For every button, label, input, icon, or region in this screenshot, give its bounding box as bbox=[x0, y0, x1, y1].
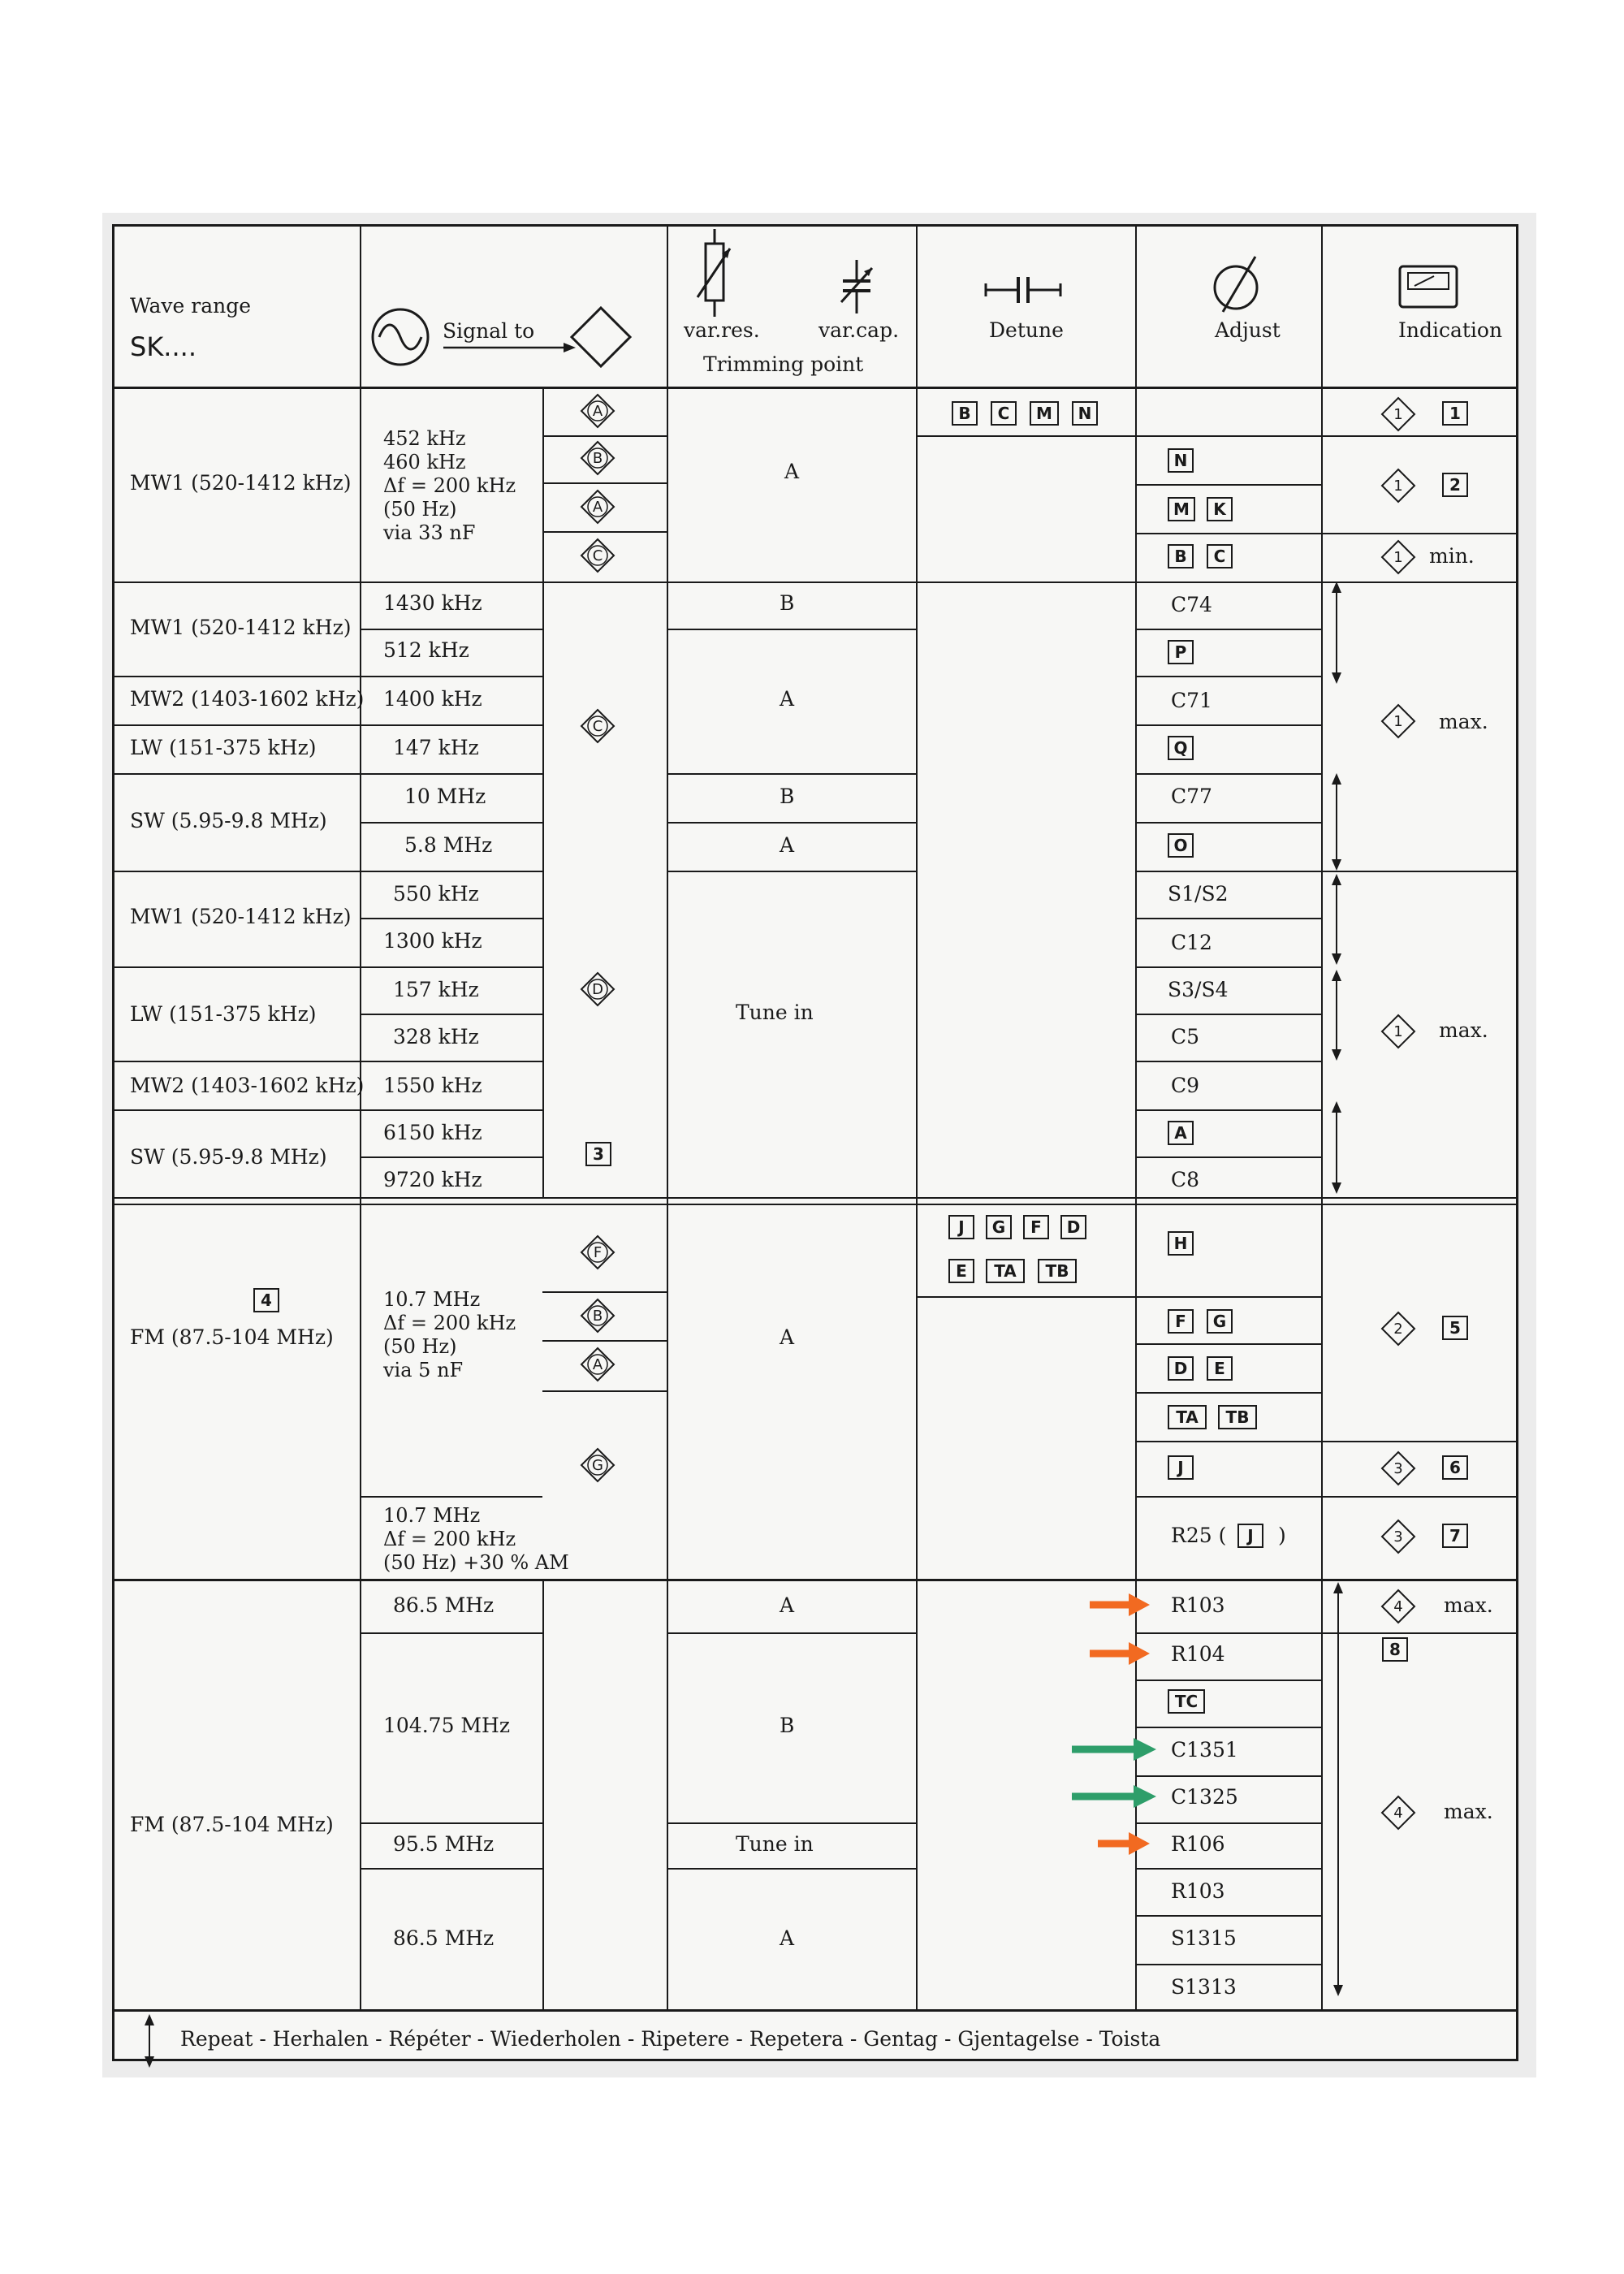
row-divider bbox=[360, 676, 542, 677]
adjust-component: S1/S2 bbox=[1168, 882, 1229, 906]
row-divider bbox=[1135, 1680, 1321, 1681]
range-lw: LW (151-375 kHz) bbox=[130, 736, 317, 759]
adjust-box: K bbox=[1207, 497, 1233, 521]
row-divider bbox=[1135, 1964, 1321, 1965]
detune-box: N bbox=[1072, 401, 1098, 426]
adjust-box: O bbox=[1168, 833, 1194, 858]
col-divider bbox=[1321, 224, 1323, 2011]
detune-box: C bbox=[991, 401, 1017, 426]
range-fm: FM (87.5-104 MHz) bbox=[130, 1325, 334, 1349]
row-divider bbox=[1321, 435, 1518, 437]
adjust-component: C71 bbox=[1171, 689, 1212, 712]
signal-fm-if: via 5 nF bbox=[383, 1359, 464, 1381]
adjust-label: Adjust bbox=[1215, 318, 1281, 342]
range-mw1: MW1 (520-1412 kHz) bbox=[130, 616, 352, 639]
adjust-component: C9 bbox=[1171, 1074, 1200, 1097]
signal-am-if: 452 kHz bbox=[383, 427, 466, 450]
adjust-box: M bbox=[1168, 497, 1195, 521]
repeat-arrow-icon bbox=[1327, 874, 1346, 965]
row-divider bbox=[542, 1291, 667, 1293]
indication-max: max. bbox=[1439, 710, 1488, 733]
wave-range-label: Wave range bbox=[130, 294, 252, 318]
orange-arrow-icon bbox=[1088, 1639, 1153, 1668]
row-divider bbox=[1135, 1109, 1321, 1111]
orange-arrow-icon bbox=[1088, 1590, 1153, 1619]
trim-point: A bbox=[780, 1926, 795, 1950]
row-divider bbox=[1135, 629, 1321, 630]
indication-diamond: 4 bbox=[1380, 1589, 1416, 1624]
row-divider bbox=[112, 387, 1518, 389]
detune-box: E bbox=[948, 1259, 974, 1283]
row-divider bbox=[112, 1579, 1518, 1581]
trim-point: A bbox=[780, 1593, 795, 1617]
row-divider bbox=[112, 1109, 360, 1111]
trim-point: A bbox=[784, 460, 800, 483]
repeat-legend: Repeat - Herhalen - Répéter - Wiederholen - Ripetere - Repetera - Gentag - Gjentagelse - Toista bbox=[180, 2027, 1161, 2051]
row-divider bbox=[112, 1197, 1518, 1199]
trim-point: A bbox=[780, 833, 795, 857]
adjust-box: B bbox=[1168, 544, 1194, 568]
signal-frequency: 1300 kHz bbox=[383, 929, 482, 953]
meter-icon bbox=[1398, 265, 1458, 309]
adjust-box: H bbox=[1168, 1231, 1194, 1256]
row-divider bbox=[112, 581, 1518, 583]
row-divider bbox=[1135, 1632, 1321, 1634]
range-mw1: MW1 (520-1412 kHz) bbox=[130, 905, 352, 928]
row-divider bbox=[1135, 1343, 1321, 1345]
signal-frequency: 5.8 MHz bbox=[404, 833, 493, 857]
var-res-label: var.res. bbox=[684, 318, 760, 342]
row-divider bbox=[360, 1868, 542, 1870]
signal-am-if: via 33 nF bbox=[383, 521, 476, 544]
repeat-legend-arrow-icon bbox=[140, 2014, 159, 2068]
indication-diamond: 3 bbox=[1380, 1519, 1416, 1554]
test-point-box: 3 bbox=[585, 1142, 611, 1166]
row-divider bbox=[360, 773, 542, 775]
adjust-r25: R25 ( bbox=[1171, 1524, 1227, 1547]
row-divider bbox=[360, 966, 542, 968]
adjust-box: TC bbox=[1168, 1689, 1205, 1714]
test-point-diamond: F bbox=[580, 1234, 615, 1270]
trimming-point-label: Trimming point bbox=[703, 352, 864, 376]
indication-diamond: 1 bbox=[1380, 396, 1416, 432]
trim-point: B bbox=[780, 1714, 795, 1737]
repeat-arrow-icon bbox=[1327, 970, 1346, 1061]
adjust-box: D bbox=[1168, 1356, 1194, 1381]
detune-capacitor-icon bbox=[983, 272, 1064, 305]
adjust-box: C bbox=[1207, 544, 1233, 568]
adjust-box: N bbox=[1168, 448, 1194, 473]
detune-box: TB bbox=[1038, 1259, 1077, 1283]
signal-frequency: 1400 kHz bbox=[383, 687, 482, 711]
row-divider bbox=[112, 773, 360, 775]
var-cap-label: var.cap. bbox=[818, 318, 900, 342]
signal-frequency: 147 kHz bbox=[393, 736, 479, 759]
test-point-diamond: D bbox=[580, 971, 615, 1007]
row-divider bbox=[1135, 533, 1321, 534]
adjust-component: C8 bbox=[1171, 1168, 1200, 1191]
row-divider bbox=[667, 822, 916, 824]
signal-to-label: Signal to bbox=[443, 319, 535, 343]
signal-frequency: 550 kHz bbox=[393, 882, 479, 906]
repeat-arrow-icon bbox=[1327, 1101, 1346, 1194]
row-divider bbox=[360, 1632, 542, 1634]
detune-box: B bbox=[952, 401, 978, 426]
indication-diamond: 1 bbox=[1380, 703, 1416, 739]
adjust-component: R104 bbox=[1171, 1642, 1225, 1666]
row-divider bbox=[1135, 1822, 1321, 1824]
range-mw2: MW2 (1403-1602 kHz) bbox=[130, 687, 365, 711]
row-divider bbox=[360, 1061, 542, 1062]
signal-frequency: 328 kHz bbox=[393, 1025, 479, 1048]
indication-diamond: 1 bbox=[1380, 468, 1416, 504]
row-divider bbox=[667, 773, 916, 775]
row-divider bbox=[1135, 1868, 1321, 1870]
row-divider bbox=[667, 871, 916, 872]
test-point-diamond: A bbox=[580, 1347, 615, 1382]
signal-frequency: 86.5 MHz bbox=[393, 1926, 495, 1950]
row-divider bbox=[360, 1109, 542, 1111]
signal-frequency: 95.5 MHz bbox=[393, 1832, 495, 1856]
detune-label: Detune bbox=[989, 318, 1064, 342]
trim-point: A bbox=[780, 687, 795, 711]
signal-frequency: 9720 kHz bbox=[383, 1168, 482, 1191]
indication-box: 6 bbox=[1442, 1455, 1468, 1480]
col-divider bbox=[542, 387, 544, 1199]
row-divider bbox=[1321, 871, 1518, 872]
repeat-arrow-icon bbox=[1327, 581, 1346, 684]
row-divider bbox=[360, 871, 542, 872]
row-divider bbox=[1135, 966, 1321, 968]
detune-box: TA bbox=[986, 1259, 1025, 1283]
test-point-diamond: B bbox=[580, 1298, 615, 1334]
indication-min: min. bbox=[1429, 544, 1475, 568]
adjust-box: F bbox=[1168, 1309, 1194, 1334]
row-divider bbox=[360, 822, 542, 824]
range-mw1: MW1 (520-1412 kHz) bbox=[130, 471, 352, 495]
row-divider bbox=[542, 1390, 667, 1392]
signal-frequency: 6150 kHz bbox=[383, 1121, 482, 1144]
row-divider bbox=[1135, 773, 1321, 775]
adjust-box: P bbox=[1168, 640, 1194, 664]
indication-diamond: 3 bbox=[1380, 1450, 1416, 1486]
row-divider bbox=[1135, 1014, 1321, 1015]
orange-arrow-icon bbox=[1096, 1829, 1153, 1858]
row-divider bbox=[112, 966, 360, 968]
row-divider bbox=[542, 482, 667, 484]
adjust-component: R106 bbox=[1171, 1832, 1225, 1856]
row-divider bbox=[360, 918, 542, 919]
row-divider bbox=[1135, 871, 1321, 872]
signal-frequency: 86.5 MHz bbox=[393, 1593, 495, 1617]
adjust-component: C1351 bbox=[1171, 1738, 1238, 1762]
indication-max: max. bbox=[1439, 1018, 1488, 1042]
indication-diamond: 4 bbox=[1380, 1795, 1416, 1831]
adjust-box: J bbox=[1168, 1455, 1194, 1480]
indication-max: max. bbox=[1444, 1800, 1493, 1823]
row-divider bbox=[112, 724, 360, 726]
diamond-test-point-icon bbox=[568, 305, 633, 370]
row-divider bbox=[1321, 1496, 1518, 1498]
adjust-component: S1315 bbox=[1171, 1926, 1237, 1950]
trim-tune-in: Tune in bbox=[736, 1001, 814, 1024]
row-divider bbox=[1135, 1061, 1321, 1062]
row-divider bbox=[1135, 1156, 1321, 1158]
adjust-component: C1325 bbox=[1171, 1785, 1238, 1809]
detune-box: D bbox=[1060, 1215, 1086, 1239]
signal-fm-if-am: (50 Hz) +30 % AM bbox=[383, 1551, 569, 1574]
trim-point: A bbox=[780, 1325, 795, 1349]
trim-tune-in: Tune in bbox=[736, 1832, 814, 1856]
row-divider bbox=[360, 1156, 542, 1158]
row-divider bbox=[1321, 1632, 1518, 1634]
test-point-diamond: A bbox=[580, 393, 615, 429]
test-point-diamond: A bbox=[580, 489, 615, 525]
signal-arrow-icon bbox=[442, 325, 580, 374]
signal-generator-icon bbox=[368, 305, 433, 370]
adjust-component: R103 bbox=[1171, 1879, 1225, 1903]
signal-fm-if: (50 Hz) bbox=[383, 1335, 457, 1358]
row-divider bbox=[1135, 1775, 1321, 1777]
trim-point: B bbox=[780, 785, 795, 808]
row-divider bbox=[112, 1061, 360, 1062]
signal-am-if: Δf = 200 kHz bbox=[383, 474, 516, 497]
detune-box: G bbox=[986, 1215, 1012, 1239]
signal-frequency: 512 kHz bbox=[383, 638, 469, 662]
test-point-diamond: G bbox=[580, 1447, 615, 1483]
row-divider bbox=[1135, 918, 1321, 919]
row-divider bbox=[916, 435, 1135, 437]
signal-fm-if: 10.7 MHz bbox=[383, 1288, 481, 1311]
signal-fm-if-am: 10.7 MHz bbox=[383, 1504, 481, 1527]
model-code: SK.... bbox=[130, 331, 197, 362]
signal-frequency: 157 kHz bbox=[393, 978, 479, 1001]
adjust-box: Q bbox=[1168, 736, 1194, 760]
row-divider bbox=[542, 531, 667, 533]
row-divider bbox=[1135, 724, 1321, 726]
adjust-component: C77 bbox=[1171, 785, 1212, 808]
row-divider bbox=[360, 724, 542, 726]
range-sw: SW (5.95-9.8 MHz) bbox=[130, 1145, 327, 1169]
row-divider bbox=[1135, 822, 1321, 824]
row-divider bbox=[1321, 1441, 1518, 1442]
test-point-diamond: C bbox=[580, 538, 615, 573]
signal-frequency: 1550 kHz bbox=[383, 1074, 482, 1097]
trim-point: B bbox=[780, 591, 795, 615]
indication-box: 1 bbox=[1442, 401, 1468, 426]
signal-fm-if: Δf = 200 kHz bbox=[383, 1312, 516, 1334]
signal-fm-if-am: Δf = 200 kHz bbox=[383, 1528, 516, 1550]
row-divider bbox=[1135, 1296, 1321, 1298]
col-divider bbox=[916, 224, 918, 2011]
variable-resistor-icon bbox=[694, 229, 735, 318]
adjust-component: C74 bbox=[1171, 593, 1212, 616]
indication-label: Indication bbox=[1398, 318, 1503, 342]
indication-max: max. bbox=[1444, 1593, 1493, 1617]
row-divider bbox=[360, 629, 542, 630]
row-divider bbox=[667, 1632, 916, 1634]
detune-box: J bbox=[948, 1215, 974, 1239]
row-divider bbox=[360, 1014, 542, 1015]
indication-diamond: 2 bbox=[1380, 1311, 1416, 1347]
signal-frequency: 10 MHz bbox=[404, 785, 486, 808]
repeat-arrow-icon bbox=[1328, 1582, 1348, 1996]
row-divider bbox=[1135, 484, 1321, 486]
range-mw2: MW2 (1403-1602 kHz) bbox=[130, 1074, 365, 1097]
row-divider bbox=[112, 1204, 1518, 1205]
adjust-component: R103 bbox=[1171, 1593, 1225, 1617]
row-divider bbox=[667, 1868, 916, 1870]
adjust-knob-icon bbox=[1210, 252, 1267, 317]
indication-box: 8 bbox=[1382, 1637, 1408, 1662]
row-divider bbox=[1135, 435, 1321, 437]
adjust-component: C5 bbox=[1171, 1025, 1200, 1048]
test-point-diamond: C bbox=[580, 708, 615, 744]
col-divider bbox=[542, 1579, 544, 2011]
row-divider bbox=[112, 871, 360, 872]
adjust-component: C12 bbox=[1171, 931, 1212, 954]
row-divider bbox=[542, 435, 667, 437]
row-divider bbox=[1135, 1496, 1321, 1498]
row-divider bbox=[360, 1496, 542, 1498]
detune-box: F bbox=[1023, 1215, 1049, 1239]
row-divider bbox=[112, 676, 360, 677]
green-arrow-icon bbox=[1070, 1735, 1160, 1764]
range-lw: LW (151-375 kHz) bbox=[130, 1002, 317, 1026]
detune-box: M bbox=[1030, 401, 1059, 426]
range-fm: FM (87.5-104 MHz) bbox=[130, 1813, 334, 1836]
green-arrow-icon bbox=[1070, 1782, 1160, 1811]
adjust-r25-close: ) bbox=[1278, 1524, 1286, 1547]
indication-diamond: 1 bbox=[1380, 539, 1416, 575]
row-divider bbox=[1135, 1392, 1321, 1394]
col-divider bbox=[360, 224, 361, 2011]
signal-am-if: (50 Hz) bbox=[383, 498, 457, 521]
range-sw: SW (5.95-9.8 MHz) bbox=[130, 809, 327, 832]
repeat-arrow-icon bbox=[1327, 773, 1346, 871]
adjust-box: E bbox=[1207, 1356, 1233, 1381]
row-divider bbox=[1135, 1727, 1321, 1728]
variable-capacitor-icon bbox=[836, 260, 877, 317]
adjust-box: G bbox=[1207, 1309, 1233, 1334]
row-divider bbox=[1135, 1915, 1321, 1917]
fm-range-box: 4 bbox=[253, 1288, 279, 1312]
row-divider bbox=[542, 1340, 667, 1342]
row-divider bbox=[916, 1296, 1135, 1298]
row-divider bbox=[112, 2009, 1518, 2012]
row-divider bbox=[1135, 1441, 1321, 1442]
alignment-table bbox=[112, 224, 1518, 2061]
indication-box: 7 bbox=[1442, 1524, 1468, 1548]
row-divider bbox=[667, 629, 916, 630]
indication-box: 5 bbox=[1442, 1316, 1468, 1340]
col-divider bbox=[667, 224, 668, 2011]
adjust-box: J bbox=[1237, 1524, 1263, 1548]
row-divider bbox=[360, 1822, 542, 1824]
adjust-box: TB bbox=[1218, 1405, 1257, 1429]
adjust-box: TA bbox=[1168, 1405, 1207, 1429]
signal-frequency: 104.75 MHz bbox=[383, 1714, 510, 1737]
row-divider bbox=[667, 1822, 916, 1824]
test-point-diamond: B bbox=[580, 440, 615, 476]
adjust-component: S3/S4 bbox=[1168, 978, 1229, 1001]
row-divider bbox=[1135, 676, 1321, 677]
adjust-box: A bbox=[1168, 1121, 1194, 1145]
indication-box: 2 bbox=[1442, 473, 1468, 497]
row-divider bbox=[1321, 533, 1518, 534]
signal-frequency: 1430 kHz bbox=[383, 591, 482, 615]
adjust-component: S1313 bbox=[1171, 1975, 1237, 1999]
signal-am-if: 460 kHz bbox=[383, 451, 466, 473]
indication-diamond: 1 bbox=[1380, 1014, 1416, 1049]
